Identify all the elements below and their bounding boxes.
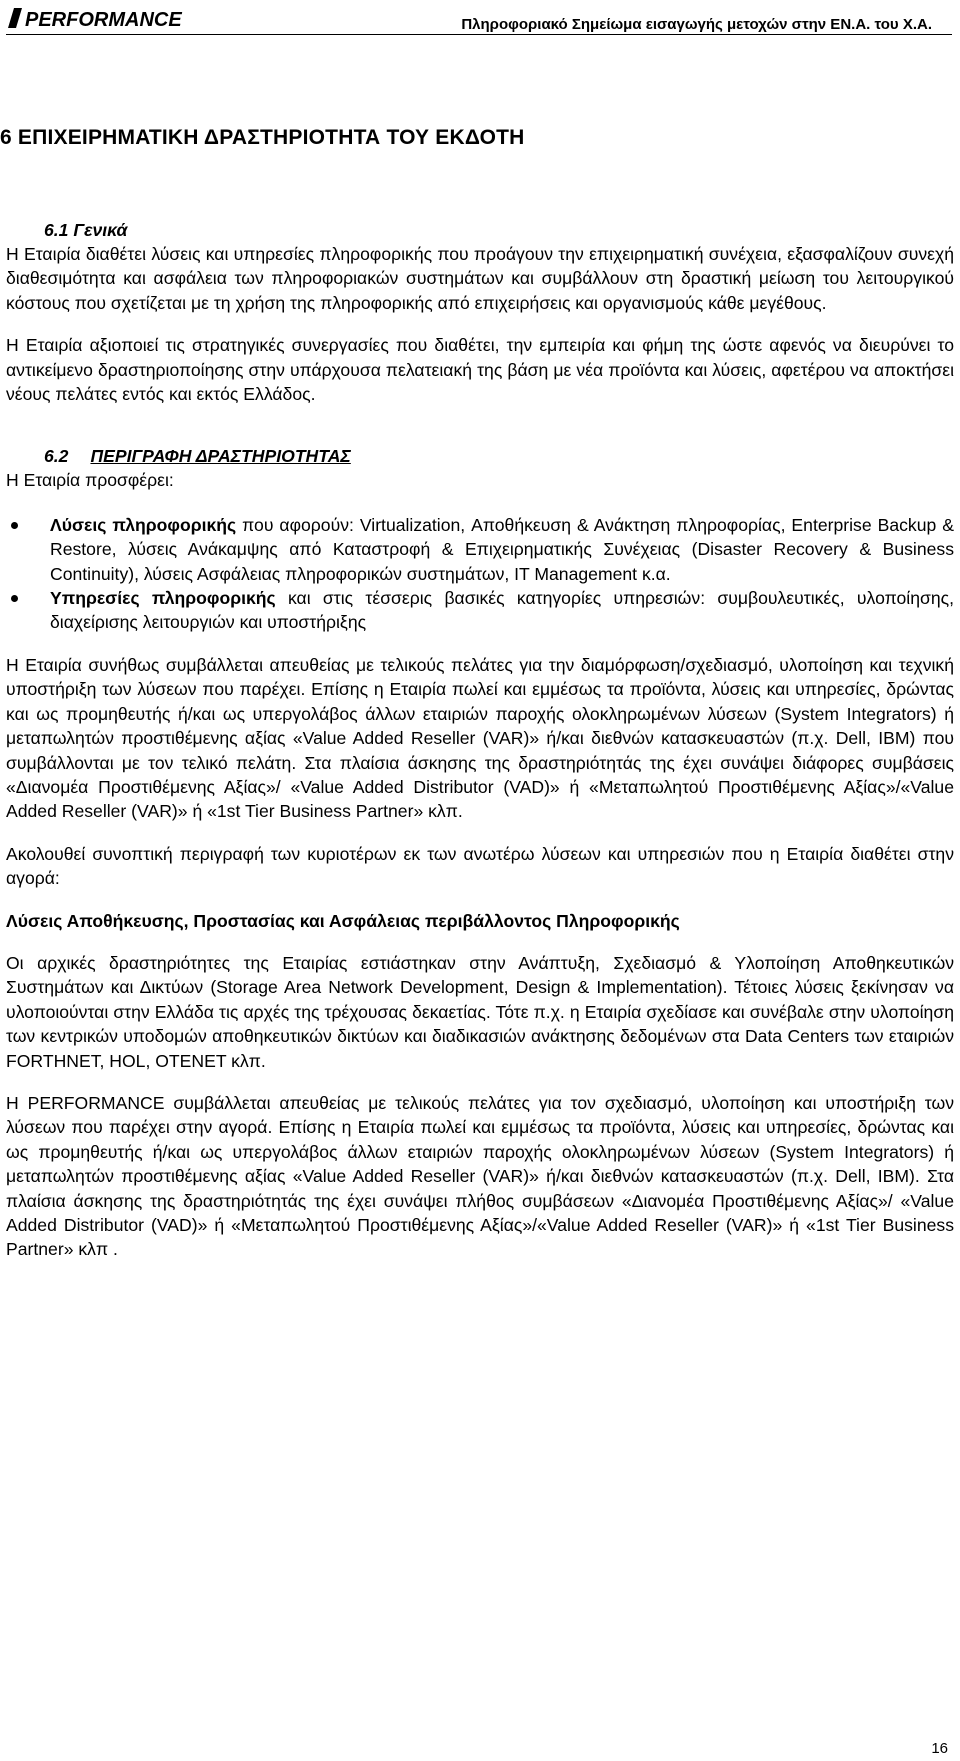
bullet-icon (11, 522, 18, 529)
svg-text:PERFORMANCE: PERFORMANCE (25, 9, 182, 31)
performance-logo (6, 4, 182, 32)
paragraph-performance: Η PERFORMANCE συμβάλλεται απευθείας με τελικούς πελάτες για τον σχεδιασμό, υλοποίηση και υποστήριξη των λύσεων που παρέχει στην αγορά. Επίσης η Εταιρία πωλεί και εμμέσως τα προϊόντα, λύσεις και υπηρεσίες, δρώντας και ως προμηθευτής ή/και ως υπεργολάβος άλλων εταιριών παροχής ολοκληρωμένων λύσεων (System Integrators) ή μεταπωλητών προστιθέμενης αξίας «Value Added Reseller (VAR)» ή/και διεθνών κατασκευαστών (π.χ. Dell, IBM). Στα πλαίσια άσκησης της δραστηριότητάς της έχει συνάψει πλήθος συμβάσεων «Διανομέα Προστιθέμενης Αξίας»/ «Value Added Distributor (VAD)» ή «Μεταπωλητού Προστιθέμενης Αξίας»/«Value Added Reseller (VAR)» ή «1st Tier Business Partner» κλπ . (6, 1092, 954, 1260)
paragraph-storage: Οι αρχικές δραστηριότητες της Εταιρίας εστιάστηκαν στην Ανάπτυξη, Σχεδιασμό & Υλοποίηση Αποθηκευτικών Συστημάτων και Δικτύων (Storage Area Network Development, Design & Implementation). Τέτοιες λύσεις ξεκίνησαν να υλοποιούνται στην Ελλάδα τις αρχές της τρέχουσας δεκαετίας. Τότε π.χ. η Εταιρία σχεδίασε και συνέβαλε στην υλοποίηση των κεντρικών υποδομών αποθηκευτικών δικτύων και διαδικασιών ανάκτησης δεδομένων στα Data Centers των εταιριών FORTHNET, HOL, OTENET κλπ. (6, 952, 954, 1071)
list-item-bold: Υπηρεσίες πληροφορικής (50, 588, 276, 609)
bold-heading-storage: Λύσεις Αποθήκευσης, Προστασίας και Ασφάλειας περιβάλλοντος Πληροφορικής (6, 910, 680, 931)
page-header (6, 4, 946, 34)
bullet-icon (11, 595, 18, 602)
list-item (6, 586, 954, 635)
subsection-heading-general: 6.1 Γενικά (44, 220, 128, 240)
paragraph-summary: Ακολουθεί συνοπτική περιγραφή των κυριοτέρων εκ των ανωτέρω λύσεων και υπηρεσιών που η Εταιρία διαθέτει στην αγορά: (6, 843, 954, 889)
page-number: 16 (931, 1740, 948, 1757)
section-heading: 6 ΕΠΙΧΕΙΡΗΜΑΤΙΚΗ ΔΡΑΣΤΗΡΙΟΤΗΤΑ ΤΟΥ ΕΚΔΟΤΗ (0, 126, 525, 149)
list-item (6, 513, 954, 586)
header-divider (6, 34, 952, 35)
subsection-heading-activity (44, 444, 954, 468)
subsection-title: ΠΕΡΙΓΡΑΦΗ ΔΡΑΣΤΗΡΙΟΤΗΤΑΣ (90, 446, 351, 467)
list-item-bold: Λύσεις πληροφορικής (50, 514, 237, 535)
paragraph-offers: Η Εταιρία προσφέρει: (6, 470, 174, 491)
document-title: Πληροφοριακό Σημείωμα εισαγωγής μετοχών στην ΕΝ.Α. του Χ.Α. (461, 16, 932, 33)
list-item-text: που αφορούν: Virtualization, Αποθήκευση & Ανάκτηση πληροφορίας, Enterprise Backup & Restore, λύσεις Ανάκαμψης από Καταστροφή & Επιχειρηματικής Συνέχειας (Disaster Recovery & Business Continuity), λύσεις Ασφάλειας πληροφορικών συστημάτων, IT Management κ.α. (50, 514, 954, 584)
paragraph-intro: Η Εταιρία διαθέτει λύσεις και υπηρεσίες πληροφορικής που προάγουν την επιχειρηματική συνέχεια, εξασφαλίζουν συνεχή διαθεσιμότητα και ασφάλεια των πληροφοριακών συστημάτων και συμβάλλουν στη δραστική μείωση του λειτουργικού κόστους που σχετίζεται με τη χρήση της πληροφορικής από επιχειρήσεις και οργανισμούς κάθε μεγέθους. (6, 244, 954, 313)
subsection-number: 6.2 (44, 446, 69, 467)
offer-list (6, 513, 954, 635)
paragraph-contracts: Η Εταιρία συνήθως συμβάλλεται απευθείας με τελικούς πελάτες για την διαμόρφωση/σχεδιασμό, υλοποίηση και τεχνική υποστήριξη των λύσεων που παρέχει. Επίσης η Εταιρία πωλεί και εμμέσως τα προϊόντα, λύσεις και υπηρεσίες, δρώντας και ως προμηθευτής ή/και ως υπεργολάβος άλλων εταιριών παροχής ολοκληρωμένων λύσεων (System Integrators) ή μεταπωλητών προστιθέμενης αξίας «Value Added Reseller (VAR)» ή/και διεθνών κατασκευαστών (π.χ. Dell, IBM) που συμβάλλονται με τον τελικό πελάτη. Στα πλαίσια άσκησης της δραστηριότητάς της έχει συνάψει διάφορες συμβάσεις «Διανομέα Προστιθέμενης Αξίας»/ «Value Added Distributor (VAD)» ή «Μεταπωλητού Προστιθέμενης Αξίας»/«Value Added Reseller (VAR)» ή «1st Tier Business Partner» κλπ. (6, 654, 954, 822)
paragraph-strategy: Η Εταιρία αξιοποιεί τις στρατηγικές συνεργασίες που διαθέτει, την εμπειρία και φήμη της ώστε αφενός να διευρύνει το αντικείμενο δραστηριοποίησης στην υπάρχουσα πελατειακή της βάση με νέα προϊόντα και λύσεις, αφετέρου να αποκτήσει νέους πελάτες εντός και εκτός Ελλάδος. (6, 335, 954, 405)
document-body (0, 120, 954, 1262)
list-item-text: και στις τέσσερις βασικές κατηγορίες υπηρεσιών: συμβουλευτικές, υλοποίησης, διαχείρισης λειτουργιών και υποστήριξης (50, 588, 954, 633)
